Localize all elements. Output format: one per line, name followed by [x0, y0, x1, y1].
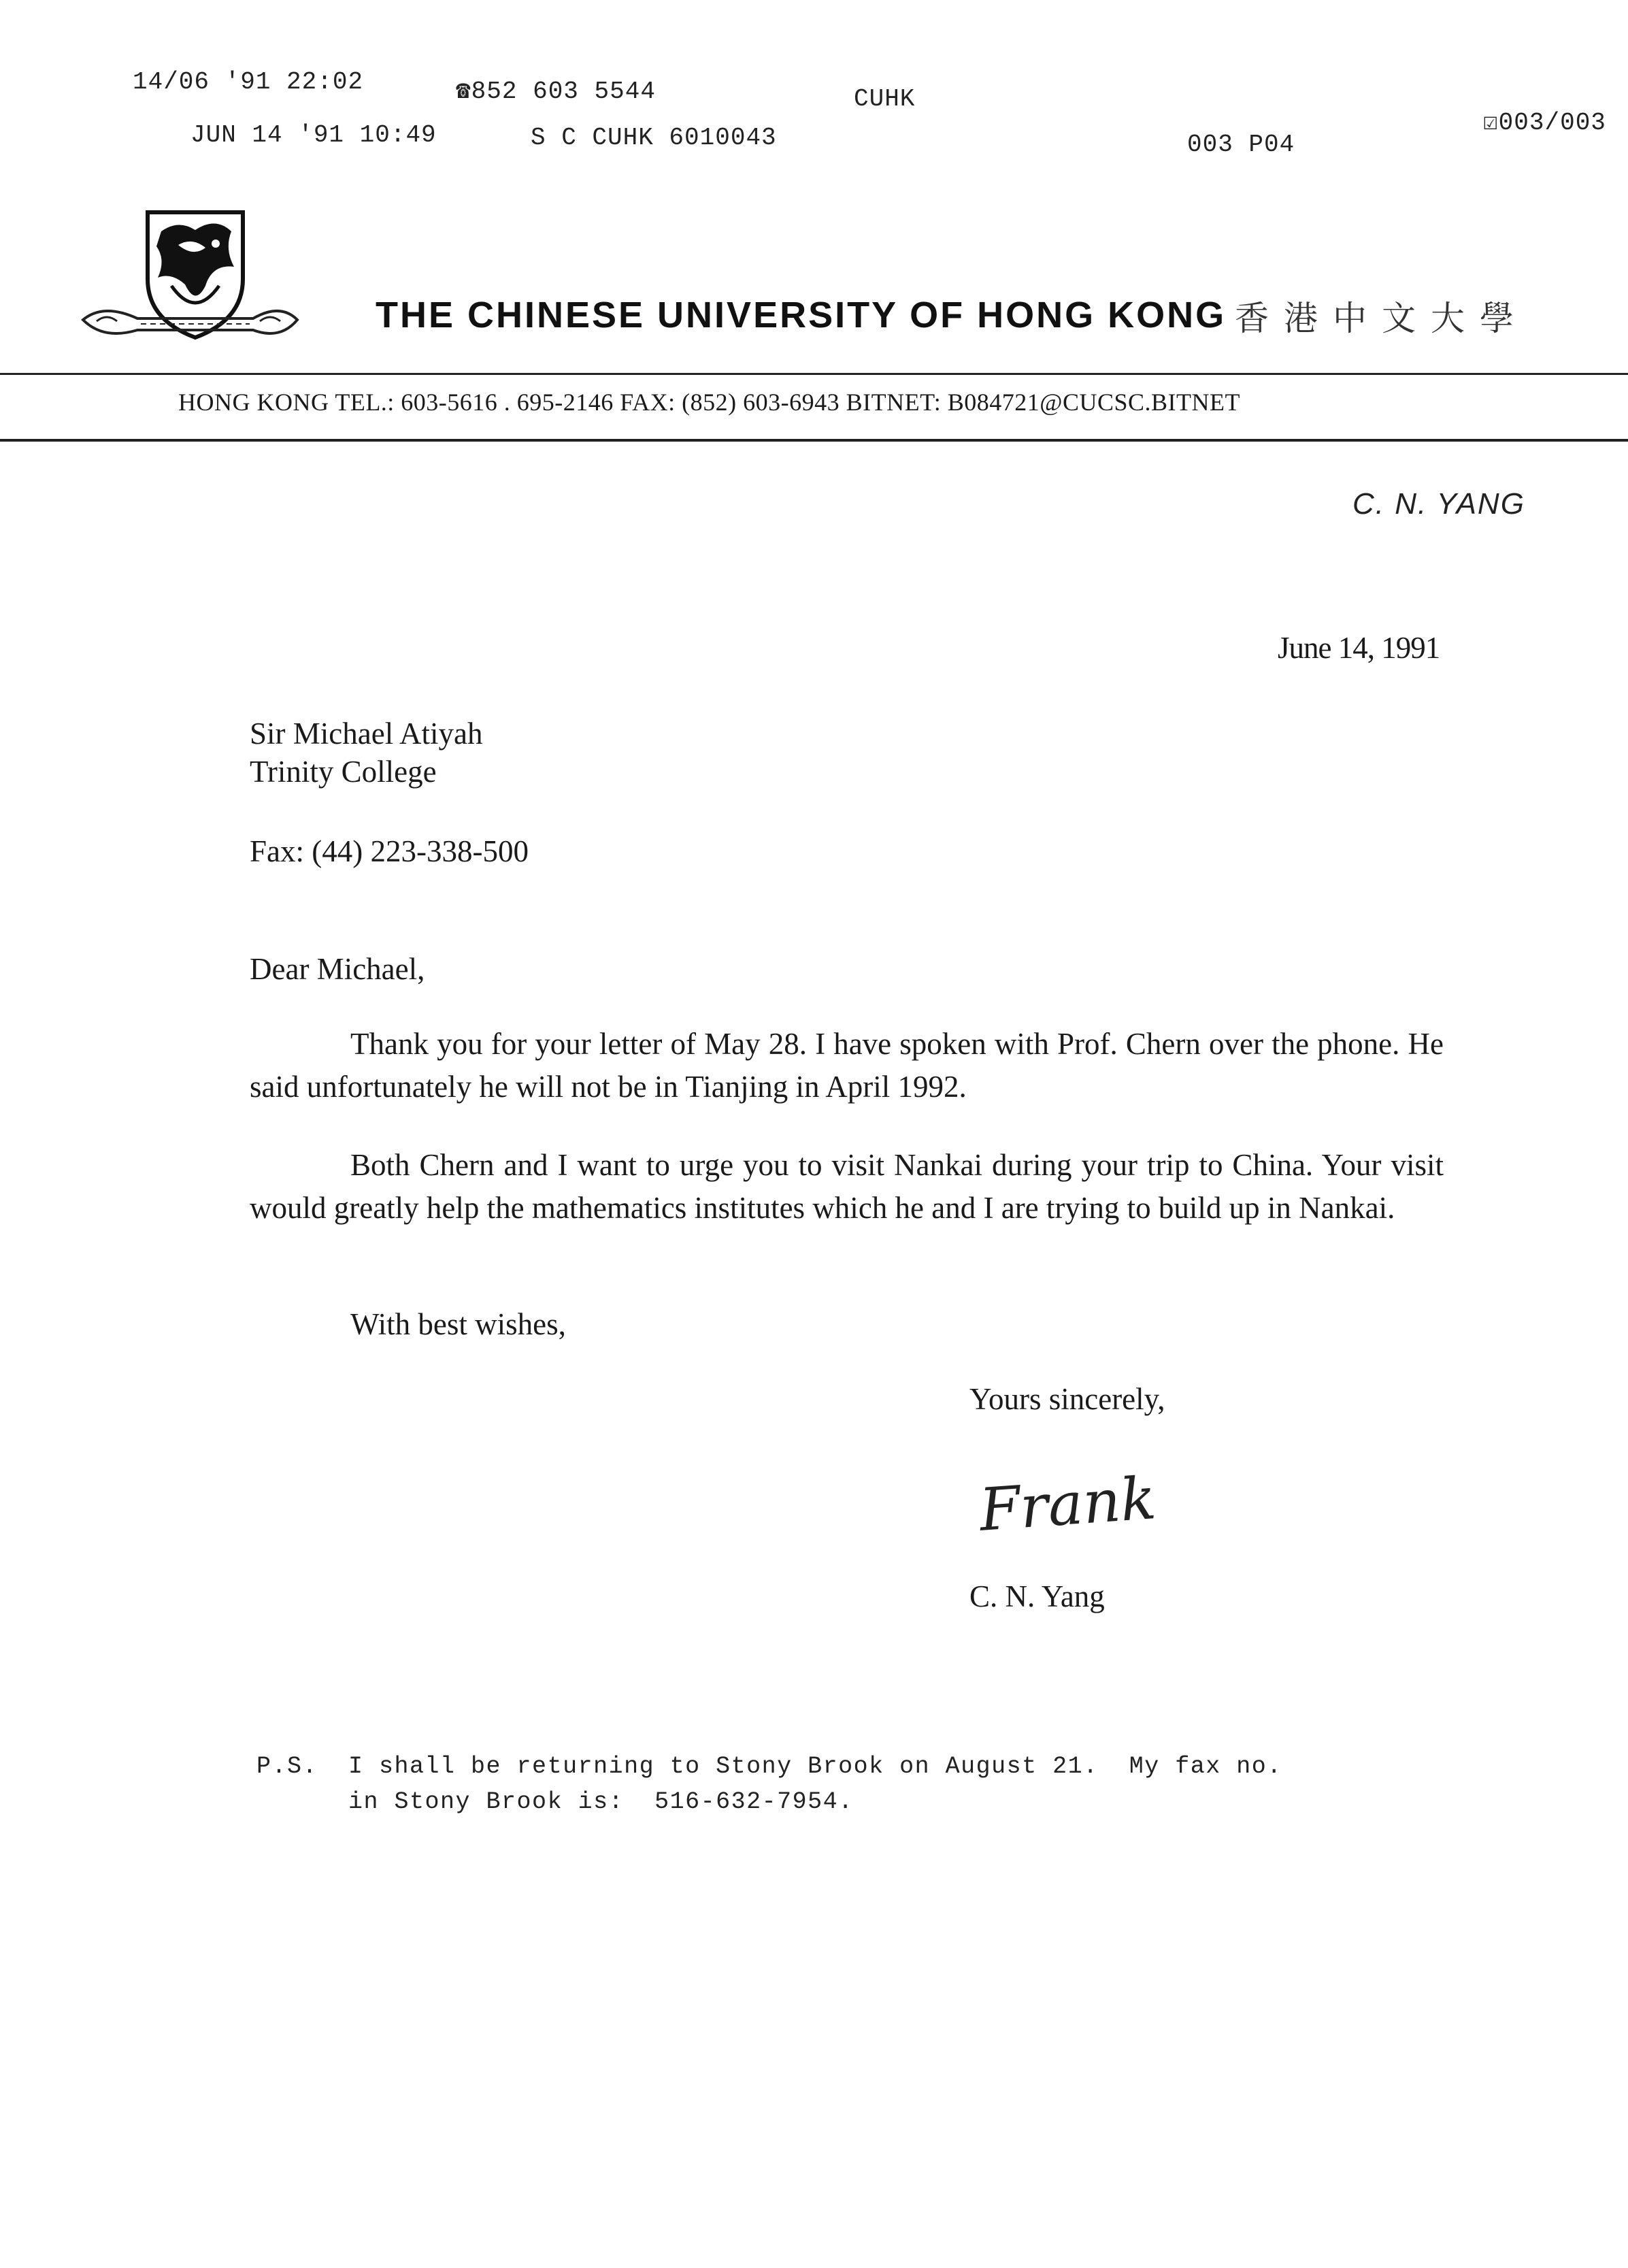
letterhead-rule-bottom [0, 439, 1628, 442]
fax-station-id: S C CUHK 6010043 [531, 124, 777, 152]
fax-sender-id: CUHK [854, 85, 916, 113]
fax-datetime-secondary: JUN 14 '91 10:49 [190, 121, 437, 149]
handwritten-signature: Frank [977, 1464, 1159, 1545]
fax-phone-number: ☎852 603 5544 [456, 78, 656, 105]
university-contact-line: HONG KONG TEL.: 603-5616 . 695-2146 FAX: (852) 603-6943 BITNET: B084721@CUCSC.BITNET [178, 389, 1240, 416]
sign-off: Yours sincerely, [969, 1382, 1165, 1416]
postscript: P.S. I shall be returning to Stony Brook on August 21. My fax no. in Stony Brook is: 516-632-7954. [256, 1753, 1282, 1815]
letterhead-rule-top [0, 373, 1628, 375]
recipient-fax: Fax: (44) 223-338-500 [250, 834, 529, 868]
university-name: THE CHINESE UNIVERSITY OF HONG KONG [376, 295, 1227, 335]
salutation: Dear Michael, [250, 952, 425, 986]
university-name-chinese: 香港中文大學 [1235, 299, 1529, 338]
office-name: C. N. YANG [1352, 487, 1525, 521]
fax-page-code: 003 P04 [1187, 131, 1295, 159]
university-crest-icon [76, 204, 301, 347]
fax-datetime-primary: 14/06 '91 22:02 [133, 68, 364, 96]
recipient-name: Sir Michael Atiyah [250, 717, 483, 751]
letter-paragraph-2: Both Chern and I want to urge you to visit Nankai during your trip to China. Your visit would greatly help the mathematics institutes which he and I are trying to build up in Nankai. [250, 1148, 1444, 1225]
signer-name: C. N. Yang [969, 1579, 1105, 1613]
letter-paragraph-1: Thank you for your letter of May 28. I have spoken with Prof. Chern over the phone. He said unfortunately he will not be in Tianjing in April 1992. [250, 1027, 1444, 1104]
recipient-organization: Trinity College [250, 755, 437, 789]
closing-wishes: With best wishes, [350, 1307, 566, 1341]
fax-page-count: ☑003/003 [1483, 109, 1606, 137]
letter-date: June 14, 1991 [1278, 631, 1440, 665]
